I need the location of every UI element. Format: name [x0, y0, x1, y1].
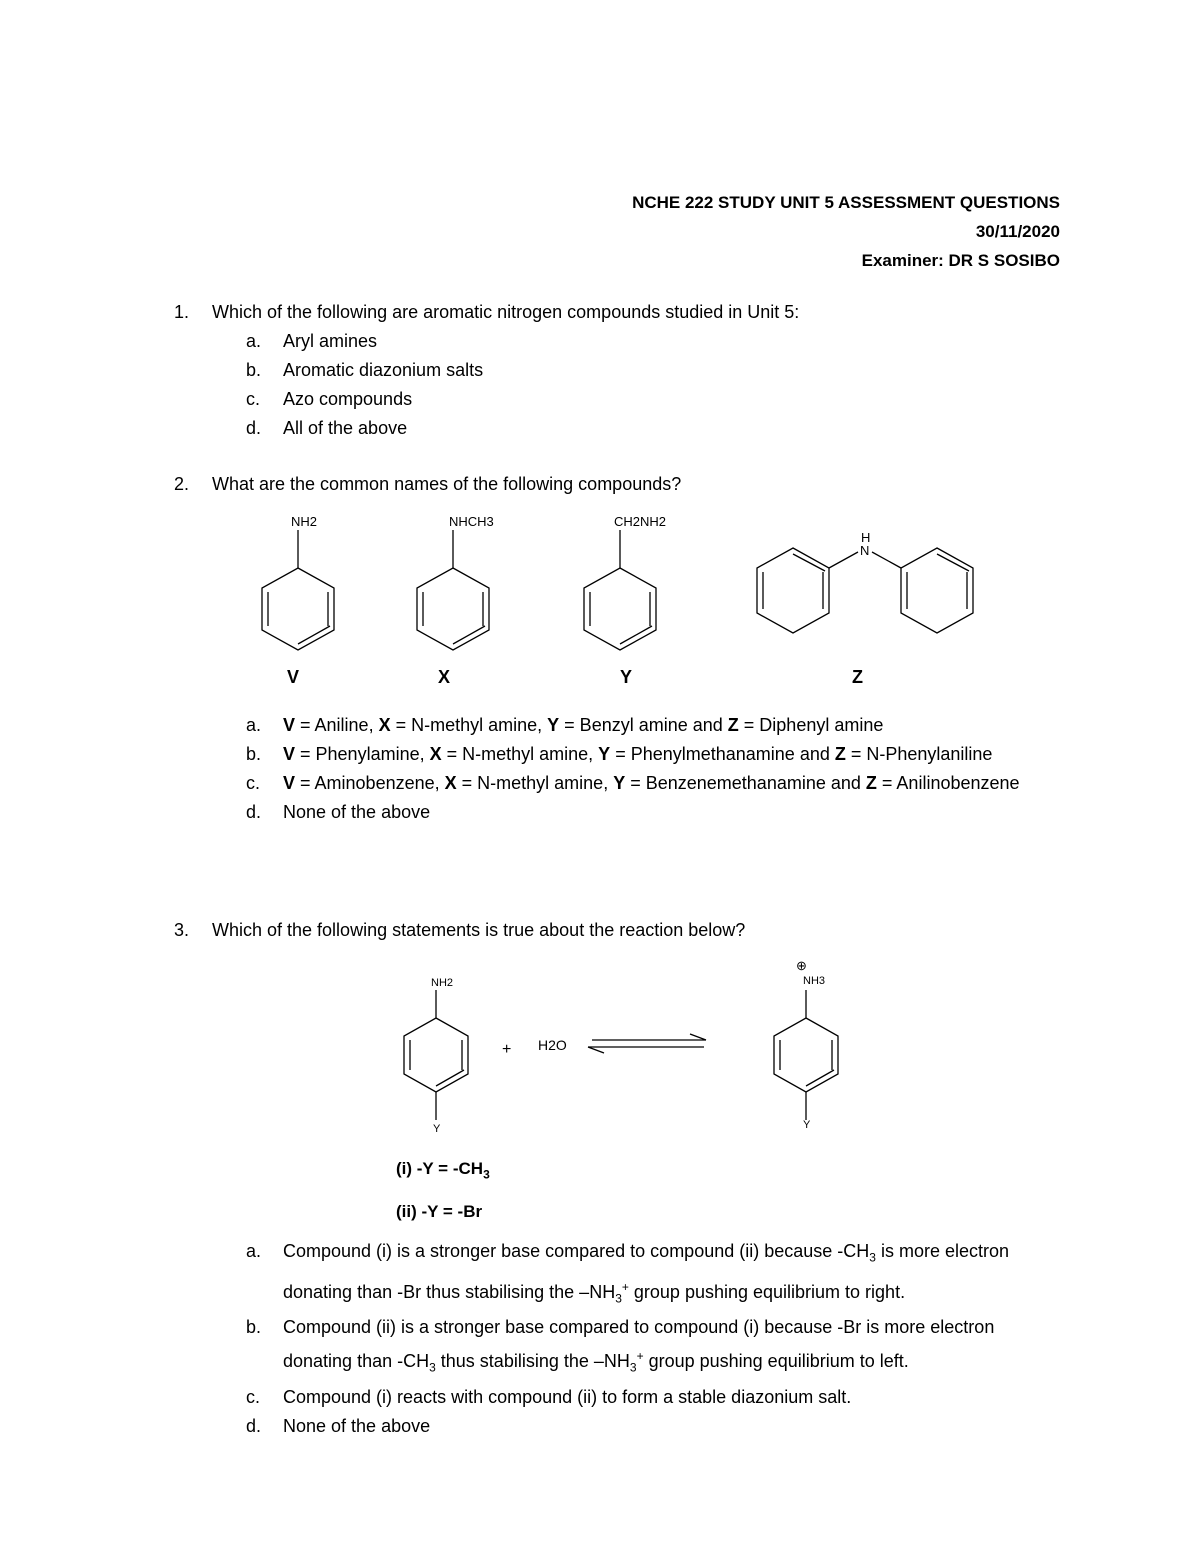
option-letter: c.	[246, 1386, 261, 1407]
option-c	[246, 1383, 1066, 1412]
compound-name: Benzenemethanamine	[645, 773, 826, 793]
option-text: = Benzyl amine and	[559, 715, 728, 735]
compound-label-v: V	[287, 667, 300, 687]
compound-label-y: Y	[620, 667, 633, 687]
label-y: Y	[547, 715, 560, 735]
document-header	[632, 188, 1060, 275]
option-text: None of the above	[283, 1415, 431, 1436]
option-text: = Phenylamine,	[295, 744, 430, 764]
label-z: Z	[865, 773, 877, 793]
question-2-options	[246, 711, 1066, 827]
option-letter: b.	[246, 1317, 262, 1338]
compound-structures	[0, 500, 1200, 700]
label-z: Z	[834, 744, 846, 764]
option-c	[246, 769, 1066, 798]
condition-i: (i) $-Y = -CH_3$	[396, 1159, 490, 1182]
document-title: NCHE 222 STUDY UNIT 5 ASSESSMENT QUESTIONS	[632, 193, 1060, 212]
option-d	[246, 414, 1066, 443]
reaction-conditions	[396, 1150, 490, 1231]
compound-label-x: X	[438, 667, 451, 687]
option-text: = Diphenyl amine	[738, 715, 884, 735]
option-text: = N-Phenylaniline	[845, 744, 993, 764]
water-label: H2O	[538, 1037, 567, 1053]
amino-group-label: NH2	[291, 514, 318, 529]
reactant-ring	[404, 990, 468, 1120]
question-number: 1.	[174, 302, 190, 322]
option-a: a. Compound (i) is a stronger base compared to compound (ii) because $-CH_3$ is more electron donating than -Br thus stabilising the $-NH_3^+$ group pushing equilibrium to right.	[246, 1237, 1066, 1313]
option-text: and	[794, 744, 835, 764]
question-1-options	[246, 327, 1066, 443]
label-x: X	[378, 715, 391, 735]
benzene-ring-x	[417, 530, 489, 650]
question-number: 2.	[174, 474, 190, 494]
option-a	[246, 711, 1066, 740]
option-letter: d.	[246, 1415, 262, 1436]
positive-charge-icon: ⊕	[796, 958, 807, 973]
option-letter: c.	[246, 773, 261, 793]
option-text: None of the above	[283, 802, 431, 822]
label-x: X	[444, 773, 457, 793]
option-letter: a.	[246, 715, 262, 735]
option-text: and	[825, 773, 866, 793]
reaction-scheme	[0, 950, 1200, 1140]
option-a	[246, 327, 1066, 356]
hydrogen-label: H	[861, 530, 871, 545]
product-ring	[774, 990, 838, 1120]
question-number: 3.	[174, 920, 190, 940]
document-date: 30/11/2020	[975, 222, 1060, 241]
option-text: = Aniline,	[295, 715, 379, 735]
condition-ii: (ii) -Y = -Br	[396, 1202, 483, 1222]
plus-sign: +	[502, 1041, 512, 1058]
option-letter: a.	[246, 1241, 262, 1261]
option-b	[246, 356, 1066, 385]
question-3-options	[246, 1237, 1066, 1441]
label-z: Z	[727, 715, 739, 735]
option-b	[246, 740, 1066, 769]
option-text: =	[610, 744, 631, 764]
option-text: = Anilinobenzene	[876, 773, 1020, 793]
aminomethyl-group-label: CH2NH2	[614, 514, 667, 529]
option-letter: a.	[246, 331, 262, 351]
option-text: = Aminobenzene,	[295, 773, 445, 793]
compound-label-z: Z	[852, 667, 863, 687]
option-text: Aryl amines	[283, 331, 378, 351]
benzene-ring-v	[262, 530, 334, 650]
diphenylamine-structure	[757, 548, 973, 633]
option-letter: b.	[246, 360, 262, 380]
option-letter: c.	[246, 389, 261, 409]
question-text: Which of the following are aromatic nitrogen compounds studied in Unit 5:	[212, 302, 800, 322]
question-text: What are the common names of the following compounds?	[212, 474, 682, 494]
benzene-ring-y	[584, 530, 656, 650]
option-text: =	[625, 773, 646, 793]
label-x: X	[429, 744, 442, 764]
methylamino-group-label: NHCH3	[449, 514, 494, 529]
reactant-substituent-label: Y	[433, 1123, 441, 1135]
nitrogen-label: N	[860, 543, 870, 558]
option-letter: b.	[246, 744, 262, 764]
option-text: Azo compounds	[283, 389, 413, 409]
label-v: V	[283, 744, 296, 764]
option-text: = N-methyl amine,	[441, 744, 599, 764]
option-letter: d.	[246, 802, 262, 822]
product-substituent-label: Y	[803, 1119, 811, 1131]
option-text: = N-methyl amine,	[456, 773, 614, 793]
label-y: Y	[598, 744, 611, 764]
option-text: All of the above	[283, 418, 408, 438]
product-ammonium-label: NH3	[803, 975, 826, 987]
compound-name: Phenylmethanamine	[630, 744, 795, 764]
option-letter: d.	[246, 418, 262, 438]
option-c	[246, 385, 1066, 414]
option-text: = N-methyl amine,	[390, 715, 548, 735]
option-b: b. Compound (ii) is a stronger base compared to compound (i) because -Br is more electron donating than $-CH_3$ thus stabilising the $-NH_3^+$ group pushing equilibrium to left.	[246, 1313, 1066, 1383]
label-v: V	[283, 773, 296, 793]
option-d	[246, 1412, 1066, 1441]
option-d	[246, 798, 1066, 827]
label-y: Y	[613, 773, 626, 793]
option-text: Aromatic diazonium salts	[283, 360, 484, 380]
examiner-name: Examiner: DR S SOSIBO	[861, 251, 1060, 270]
option-text: Compound (i) reacts with compound (ii) to form a stable diazonium salt.	[283, 1386, 852, 1407]
question-text: Which of the following statements is true about the reaction below?	[212, 920, 746, 940]
reactant-amino-label: NH2	[431, 977, 454, 989]
label-v: V	[283, 715, 296, 735]
equilibrium-arrows	[588, 1034, 706, 1053]
